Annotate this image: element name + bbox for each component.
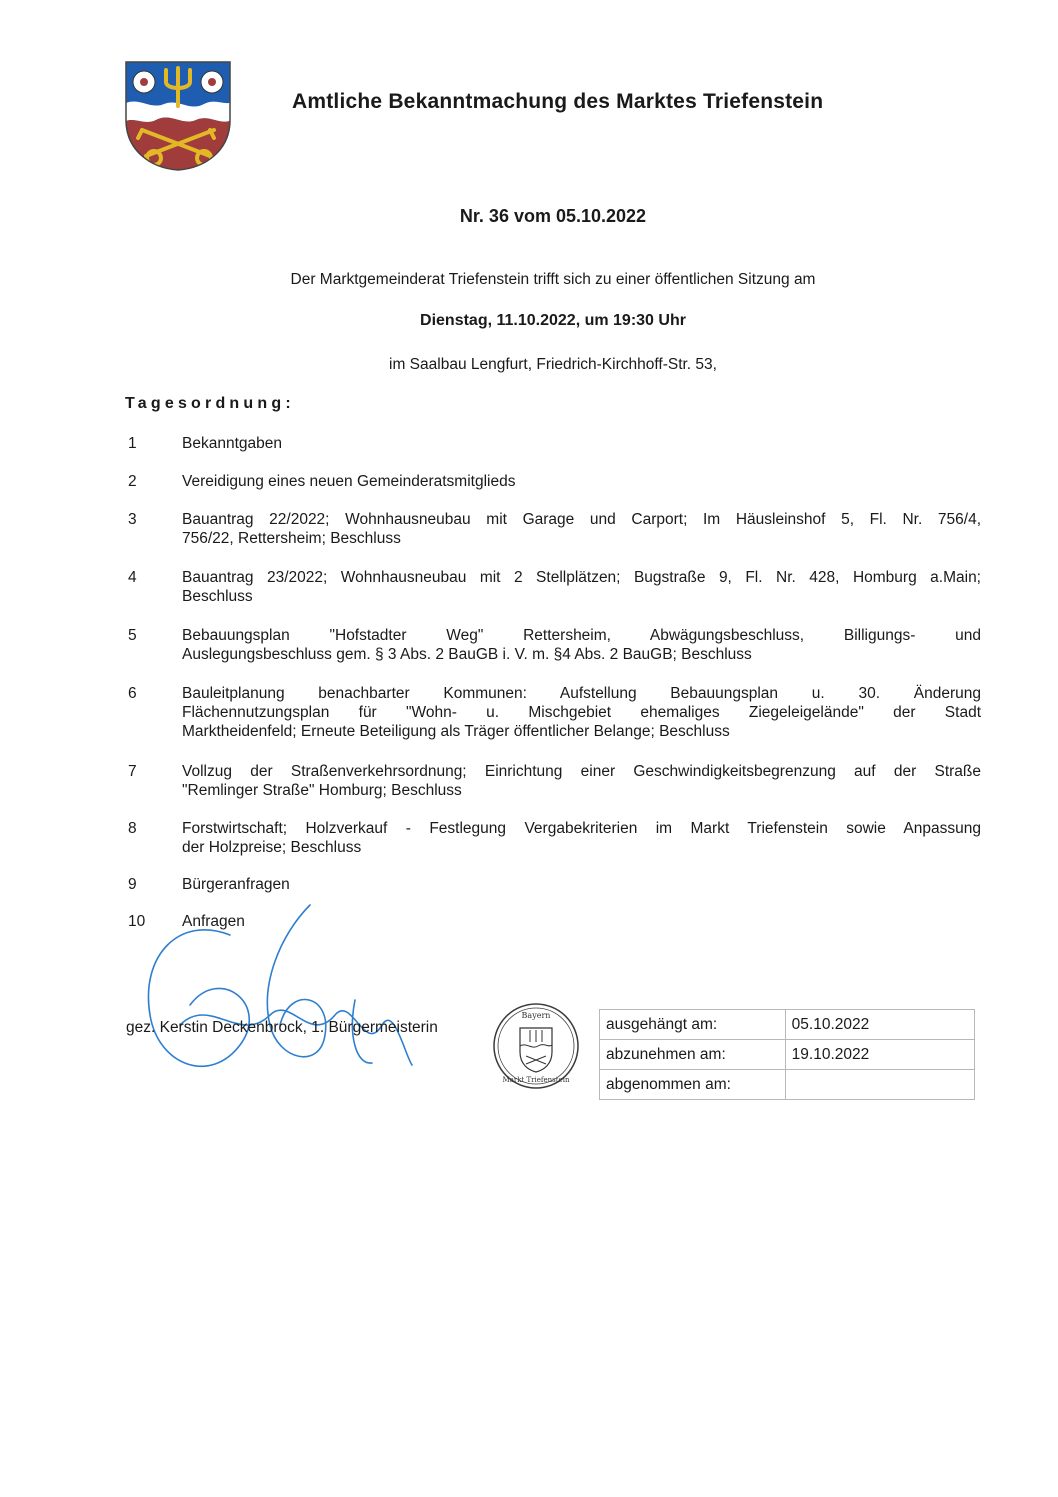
meeting-venue: im Saalbau Lengfurt, Friedrich-Kirchhoff-Str. 53, <box>389 356 717 373</box>
posting-date-value: 19.10.2022 <box>785 1040 974 1070</box>
posting-date-value: 05.10.2022 <box>785 1010 974 1040</box>
seal-top-text: Bayern <box>521 1011 551 1020</box>
agenda-item-line: Bauantrag 22/2022; Wohnhausneubau mit Garage und Carport; Im Häusleinshof 5, Fl. Nr. 756/4, <box>182 511 981 528</box>
posting-date-label: ausgehängt am: <box>600 1010 786 1040</box>
agenda-item-number: 4 <box>128 569 137 586</box>
agenda-item-line: Bürgeranfragen <box>182 876 290 893</box>
posting-date-label: abgenommen am: <box>600 1070 786 1100</box>
agenda-item-line: Forstwirtschaft; Holzverkauf - Festlegung Vergabekriterien im Markt Triefenstein sowie Anpassung <box>182 820 981 837</box>
agenda-item-number: 8 <box>128 820 137 837</box>
agenda-item-line: Auslegungsbeschluss gem. § 3 Abs. 2 BauGB i. V. m. §4 Abs. 2 BauGB; Beschluss <box>182 646 752 663</box>
agenda-item-line: Vereidigung eines neuen Gemeinderatsmitglieds <box>182 473 516 490</box>
agenda-item-line: Anfragen <box>182 913 245 930</box>
agenda-item-text <box>182 762 981 800</box>
agenda-item-number: 9 <box>128 876 137 893</box>
agenda-item-line: Marktheidenfeld; Erneute Beteiligung als Träger öffentlicher Belange; Beschluss <box>182 723 730 740</box>
document-title: Amtliche Bekanntmachung des Marktes Triefenstein <box>292 90 824 113</box>
agenda-item-text <box>182 510 981 548</box>
posting-dates-row <box>600 1040 975 1070</box>
posting-dates-row <box>600 1070 975 1100</box>
agenda-item-text <box>182 626 981 664</box>
agenda-heading: Tagesordnung: <box>125 395 295 412</box>
agenda-item-text <box>182 912 981 931</box>
posting-dates-row <box>600 1010 975 1040</box>
agenda-item-text <box>182 472 981 491</box>
agenda-item-line: "Remlinger Straße" Homburg; Beschluss <box>182 782 462 799</box>
agenda-item-text <box>182 434 981 453</box>
agenda-item-line: Flächennutzungsplan für "Wohn- u. Mischgebiet ehemaliges Ziegeleigelände" der Stadt <box>182 704 981 721</box>
agenda-item-text <box>182 875 981 894</box>
agenda-item-line: Beschluss <box>182 588 253 605</box>
agenda-item-number: 10 <box>128 913 146 930</box>
agenda-item-line: 756/22, Rettersheim; Beschluss <box>182 530 401 547</box>
posting-date-value <box>785 1070 974 1100</box>
meeting-date: Dienstag, 11.10.2022, um 19:30 Uhr <box>420 312 686 329</box>
agenda-item-text <box>182 568 981 606</box>
seal-bottom-text: Markt Triefenstein <box>502 1076 570 1084</box>
signer-line: gez. Kerstin Deckenbrock, 1. Bürgermeisterin <box>126 1019 438 1036</box>
agenda-item-line: Bauantrag 23/2022; Wohnhausneubau mit 2 Stellplätzen; Bugstraße 9, Fl. Nr. 428, Homburg a.Main; <box>182 569 981 586</box>
agenda-item-number: 2 <box>128 473 137 490</box>
agenda-item-number: 5 <box>128 627 137 644</box>
agenda-item-number: 3 <box>128 511 137 528</box>
intro-text: Der Marktgemeinderat Triefenstein trifft sich zu einer öffentlichen Sitzung am <box>290 271 816 288</box>
agenda-item-line: Vollzug der Straßenverkehrsordnung; Einrichtung einer Geschwindigkeitsbegrenzung auf der Straße <box>182 763 981 780</box>
agenda-item-line: Bauleitplanung benachbarter Kommunen: Aufstellung Bebauungsplan u. 30. Änderung <box>182 685 981 702</box>
agenda-item-line: Bebauungsplan "Hofstadter Weg" Rettersheim, Abwägungsbeschluss, Billigungs- und <box>182 627 981 644</box>
official-seal-icon <box>492 1002 580 1090</box>
issue-number: Nr. 36 vom 05.10.2022 <box>459 206 647 226</box>
agenda-item-text <box>182 819 981 857</box>
agenda-item-text <box>182 684 981 741</box>
posting-date-label: abzunehmen am: <box>600 1040 786 1070</box>
posting-dates-table <box>599 1009 975 1100</box>
coat-of-arms-icon <box>124 60 232 172</box>
agenda-item-number: 7 <box>128 763 137 780</box>
agenda-item-line: Bekanntgaben <box>182 435 282 452</box>
agenda-item-line: der Holzpreise; Beschluss <box>182 839 362 856</box>
agenda-item-number: 1 <box>128 435 137 452</box>
agenda-item-number: 6 <box>128 685 137 702</box>
